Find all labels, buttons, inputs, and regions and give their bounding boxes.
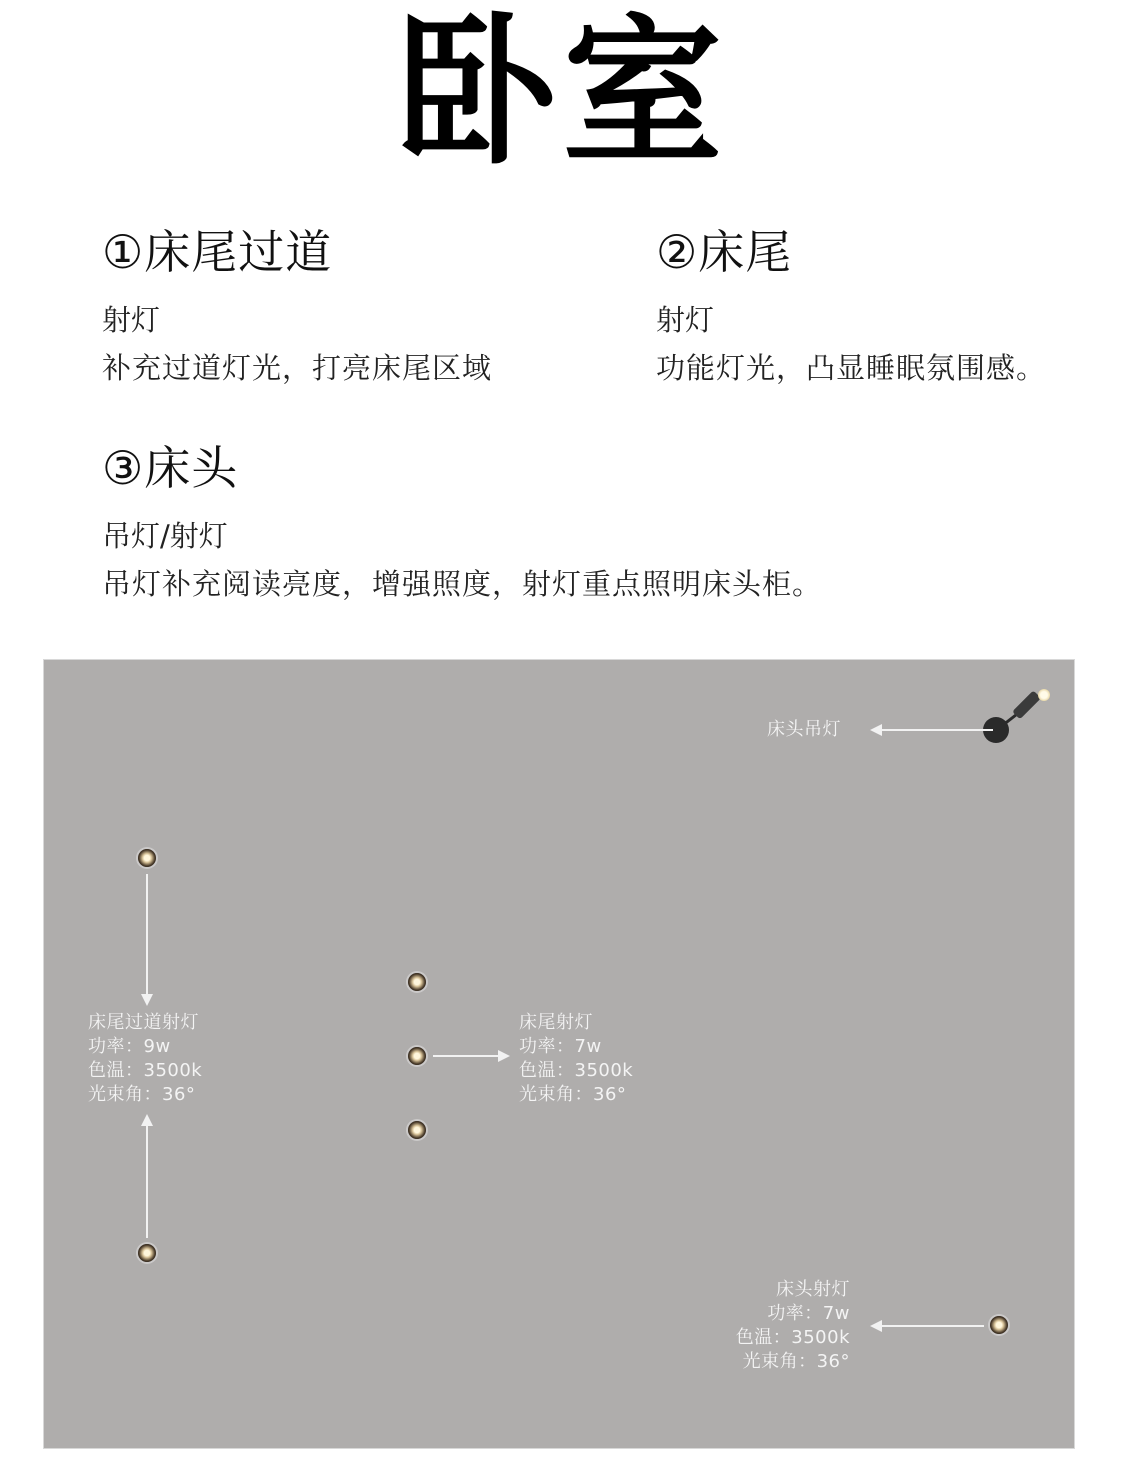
spotlight-icon xyxy=(408,1121,426,1139)
spotlight-icon xyxy=(138,1244,156,1262)
spotlight-icon xyxy=(138,849,156,867)
arrow-right-icon xyxy=(498,1050,510,1062)
section-description: 吊灯补充阅读亮度，增强照度，射灯重点照明床头柜。 xyxy=(102,567,823,601)
spot-power: 功率：7w xyxy=(519,1036,602,1057)
pendant-tube xyxy=(1012,690,1041,719)
arrow-up-icon xyxy=(141,1114,153,1126)
spot-beam-angle: 光束角：36° xyxy=(519,1084,627,1105)
spot-name: 床头射灯 xyxy=(776,1279,850,1300)
section-description: 功能灯光，凸显睡眠氛围感。 xyxy=(656,351,1047,385)
page-title: 卧室 xyxy=(396,0,729,186)
spot-color-temp: 色温：3500k xyxy=(519,1060,634,1081)
section-fixture-type: 射灯 xyxy=(102,303,161,337)
spotlight-icon xyxy=(408,1047,426,1065)
spot-power: 功率：7w xyxy=(767,1303,850,1324)
arrow-left-icon xyxy=(870,724,882,736)
label-bedside-spot xyxy=(714,1278,850,1374)
spot-name: 床尾过道射灯 xyxy=(88,1012,199,1033)
arrow-line xyxy=(433,1055,499,1057)
spot-beam-angle: 光束角：36° xyxy=(742,1351,850,1372)
section-heading: ①床尾过道 xyxy=(102,225,333,279)
spot-power: 功率：9w xyxy=(88,1036,171,1057)
arrow-left-icon xyxy=(870,1320,882,1332)
section-fixture-type: 射灯 xyxy=(656,303,715,337)
spotlight-icon xyxy=(990,1316,1008,1334)
section-foot-aisle xyxy=(102,224,492,388)
pendant-light-glow xyxy=(1038,689,1050,701)
spot-name: 床尾射灯 xyxy=(519,1012,593,1033)
arrow-down-icon xyxy=(141,994,153,1006)
label-foot-spot xyxy=(519,1011,633,1107)
section-heading: ③床头 xyxy=(102,441,239,495)
arrow-line xyxy=(146,1126,148,1238)
spot-color-temp: 色温：3500k xyxy=(88,1060,203,1081)
label-foot-aisle-spot xyxy=(88,1011,202,1107)
section-heading: ②床尾 xyxy=(656,225,793,279)
spot-beam-angle: 光束角：36° xyxy=(88,1084,196,1105)
arrow-line xyxy=(880,729,993,731)
label-bedside-pendant: 床头吊灯 xyxy=(767,719,841,740)
section-fixture-type: 吊灯/射灯 xyxy=(102,519,228,553)
arrow-line xyxy=(146,874,148,994)
section-description: 补充过道灯光，打亮床尾区域 xyxy=(102,351,493,385)
arrow-line xyxy=(880,1325,984,1327)
section-bedside xyxy=(102,440,822,604)
spotlight-icon xyxy=(408,973,426,991)
spot-color-temp: 色温：3500k xyxy=(735,1327,850,1348)
ceiling-plan xyxy=(44,660,1074,1448)
section-foot xyxy=(656,224,1046,388)
